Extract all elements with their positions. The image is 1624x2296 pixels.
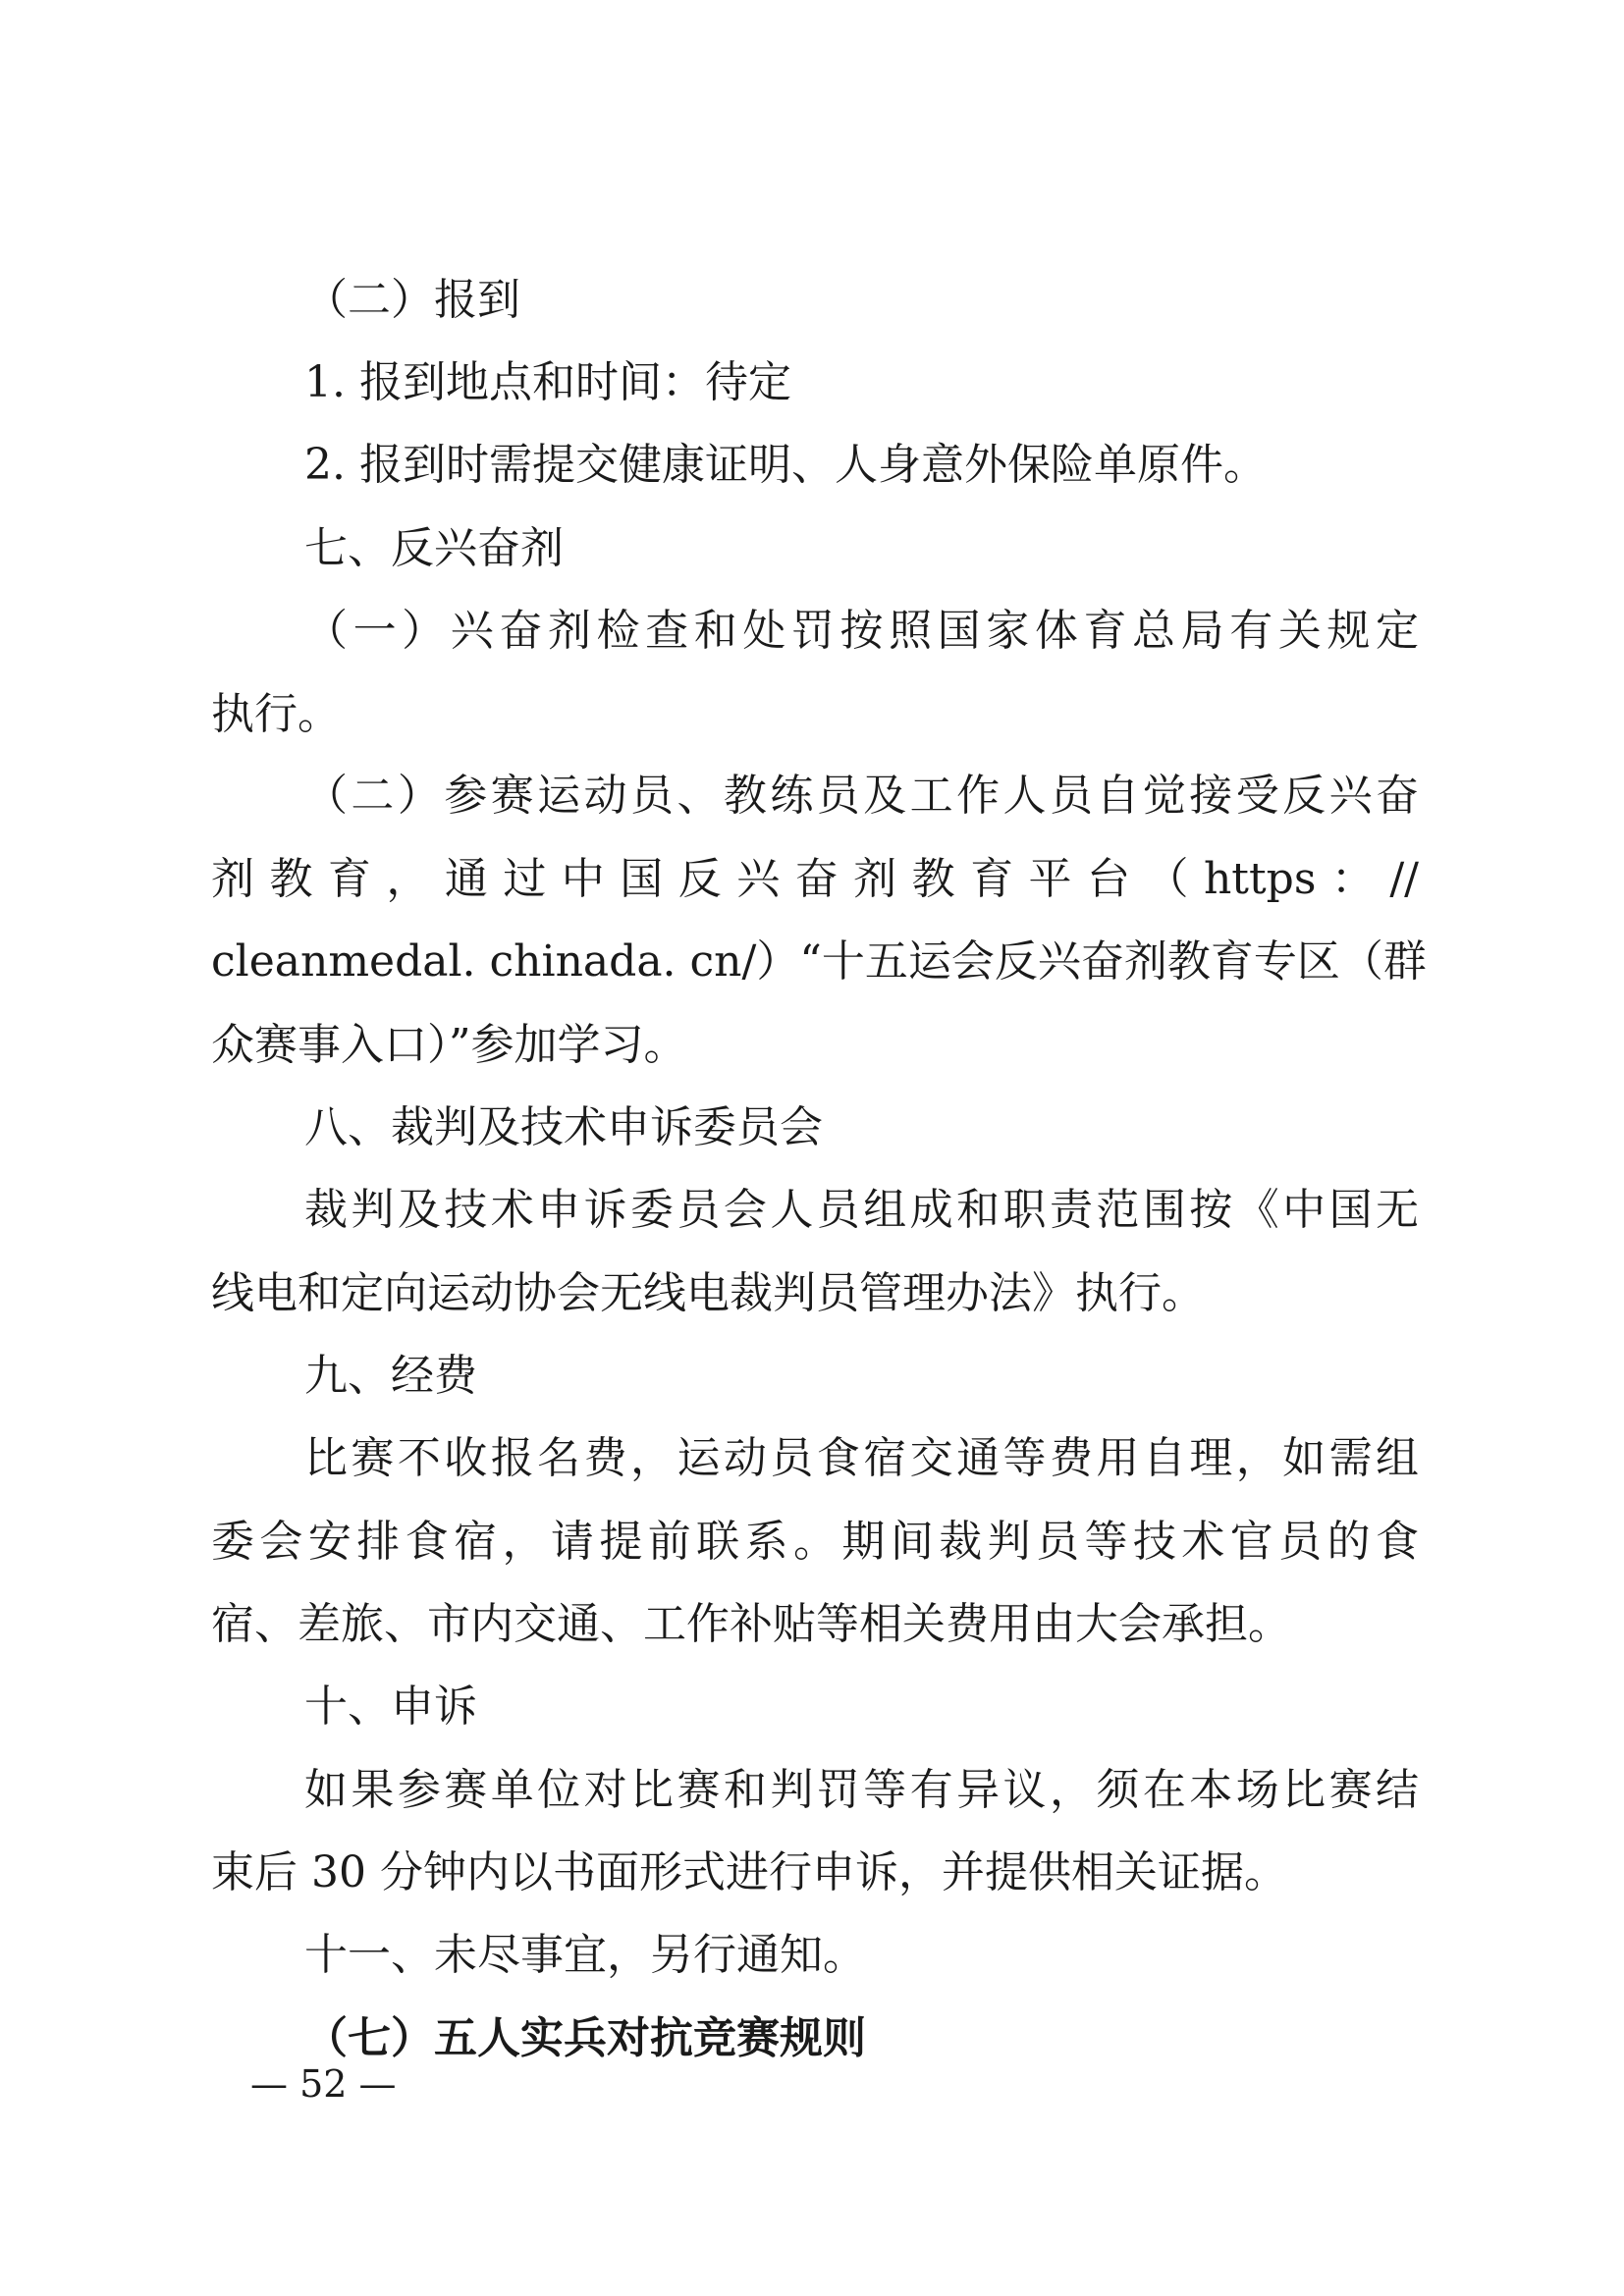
section-heading-appeal: 十、申诉 [304, 1682, 477, 1732]
section-heading-funding: 九、经费 [304, 1351, 477, 1401]
registration-item-2: 2. 报到时需提交健康证明、人身意外保险单原件。 [304, 440, 1267, 490]
paragraph-line: （一）兴奋剂检查和处罚按照国家体育总局有关规定 [304, 606, 1419, 656]
paragraph-line: 众赛事入口）”参加学习。 [211, 1020, 687, 1070]
paragraph-line: 剂教育，通过中国反兴奋剂教育平台（https：// [211, 854, 1419, 904]
section-heading-referee-committee: 八、裁判及技术申诉委员会 [304, 1102, 823, 1152]
paragraph-line: 裁判及技术申诉委员会人员组成和职责范围按《中国无 [304, 1185, 1419, 1235]
paragraph-line: 执行。 [211, 689, 341, 739]
subheading-registration: （二）报到 [304, 275, 520, 325]
paragraph-line: 如果参赛单位对比赛和判罚等有异议，须在本场比赛结 [304, 1765, 1419, 1815]
paragraph-line: 线电和定向运动协会无线电裁判员管理办法》执行。 [211, 1268, 1205, 1318]
paragraph-line: 比赛不收报名费，运动员食宿交通等费用自理，如需组 [304, 1433, 1419, 1483]
section-heading-other-matters: 十一、未尽事宜，另行通知。 [304, 1930, 866, 1980]
paragraph-line: cleanmedal. chinada. cn/）“十五运会反兴奋剂教育专区（群 [211, 936, 1427, 987]
paragraph-line: 委会安排食宿，请提前联系。期间裁判员等技术官员的食 [211, 1517, 1419, 1567]
paragraph-line: 宿、差旅、市内交通、工作补贴等相关费用由大会承担。 [211, 1599, 1291, 1649]
page-number: — 52 — [250, 2062, 397, 2106]
section-heading-anti-doping: 七、反兴奋剂 [304, 523, 564, 573]
paragraph-line: 束后 30 分钟内以书面形式进行申诉，并提供相关证据。 [211, 1847, 1287, 1897]
registration-item-1: 1. 报到地点和时间：待定 [304, 357, 791, 407]
heading-five-person-rules: （七）五人实兵对抗竞赛规则 [304, 2013, 866, 2063]
paragraph-line: （二）参赛运动员、教练员及工作人员自觉接受反兴奋 [304, 771, 1419, 821]
